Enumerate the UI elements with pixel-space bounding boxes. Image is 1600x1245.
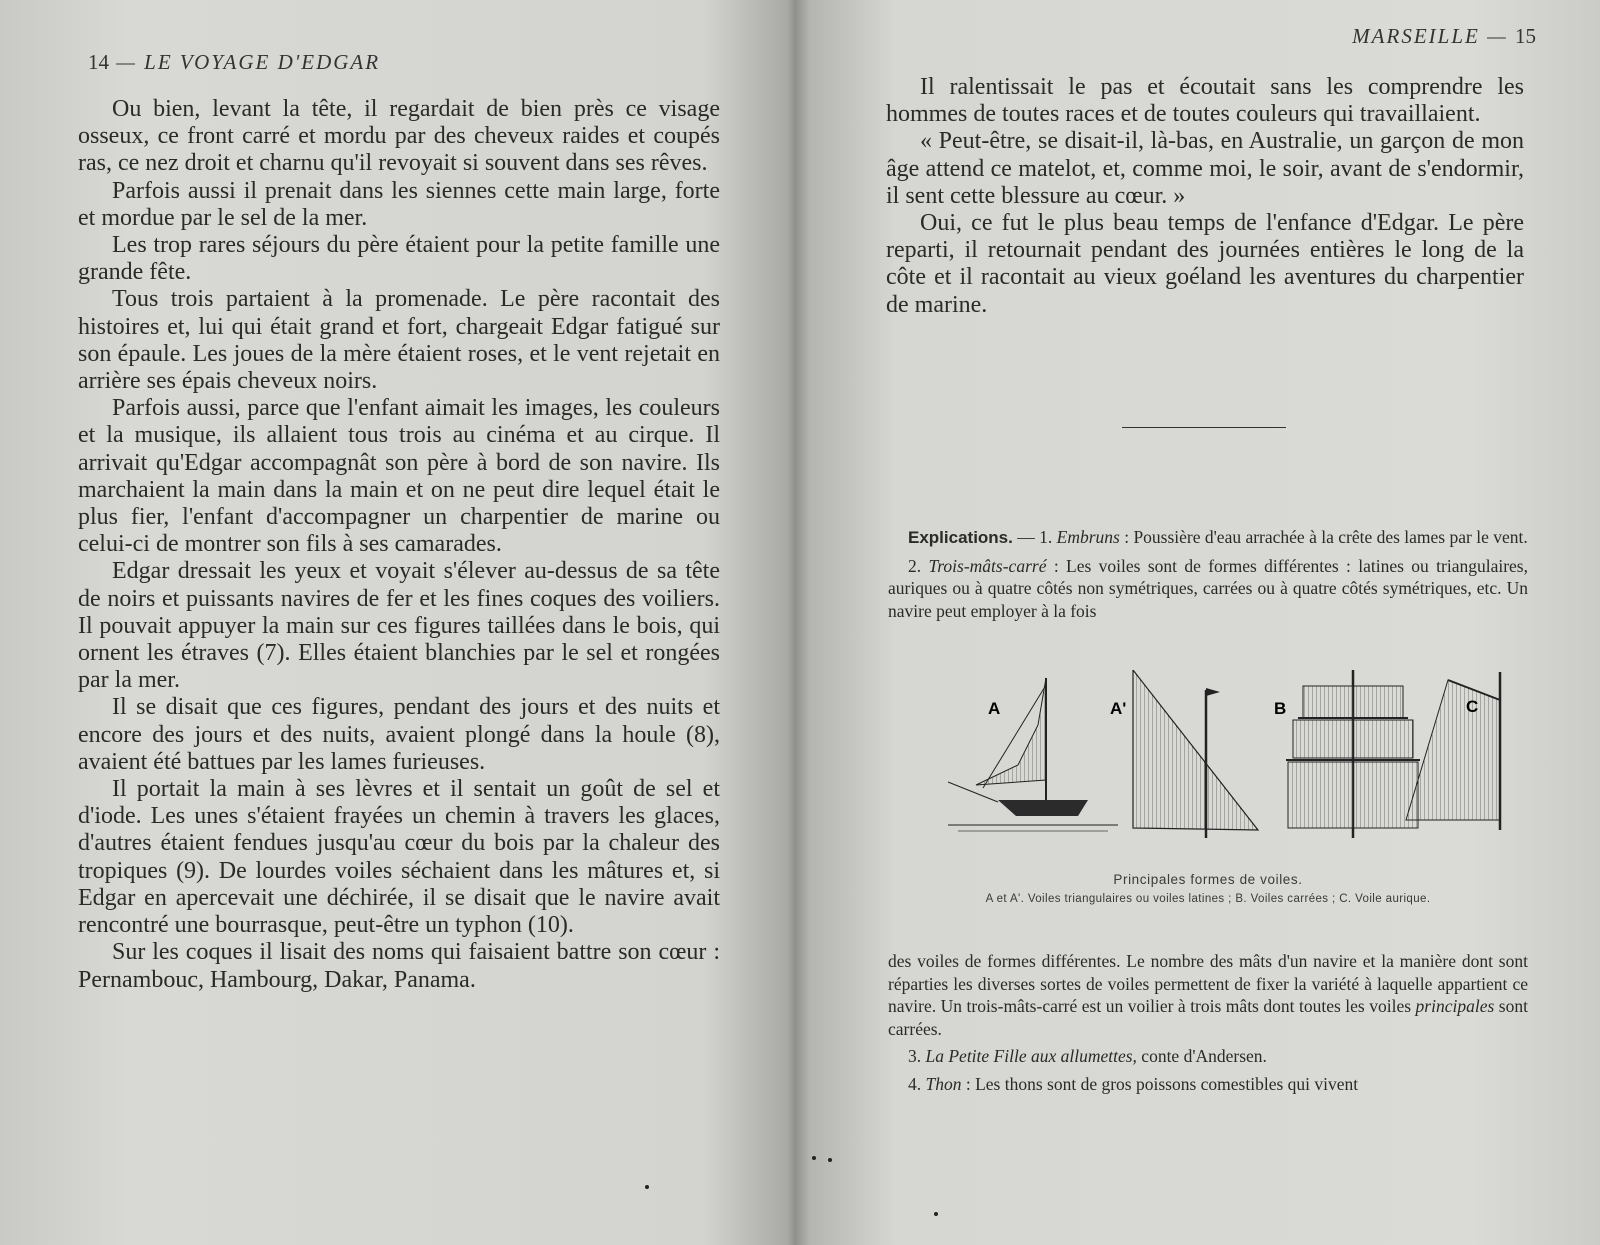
paragraph: Il portait la main à ses lèvres et il sentait un goût de sel et d'iode. Les unes s'étaient frayées un chemin à travers les glaces, d'autres étaient fendues jusqu'au cœur du bois par la chaleur des tropiques (9). De lourdes voiles séchaient dans les mâtures et, si Edgar en apercevait une déchirée, il se disait que le navire avait rencontré une bourrasque, peut-être un typhon (10). [78,776,720,939]
paragraph: Oui, ce fut le plus beau temps de l'enfance d'Edgar. Le père reparti, il retournait pendant des journées entières le long de la côte et il racontait au vieux goéland les aventures du charpentier de marine. [886,210,1524,318]
explications-top [888,526,1528,627]
explication-emphasis: principales [1415,996,1495,1016]
explications-bottom [888,950,1528,1100]
explication-term: La Petite Fille aux allumettes, [925,1046,1137,1066]
explication-definition: : Les thons sont de gros poissons comestibles qui vivent [961,1073,1359,1094]
explication-term: Embruns [1056,527,1120,547]
page-number: 14 [88,50,109,74]
sail-label-b: B [1274,699,1287,718]
explication-term: Trois-mâts-carré [928,555,1047,576]
figure-caption [888,872,1528,905]
caption-legend: A et A'. Voiles triangulaires ou voiles latines ; B. Voiles carrées ; C. Voile aurique. [985,893,1431,905]
explication-number: 4. [908,1073,926,1094]
explications-heading: Explications. [908,528,1013,547]
explication-term: Thon [925,1073,962,1094]
paragraph: Les trop rares séjours du père étaient pour la petite famille une grande fête. [78,232,720,286]
sail-b-drawing [1274,670,1420,838]
running-title: — LE VOYAGE D'EDGAR [116,50,381,74]
sail-label-a-prime: A' [1110,699,1127,718]
print-speck [934,1212,938,1216]
explication-text: des voiles de formes différentes. Le nombre des mâts d'un navire et la manière dont sont réparties les diverses sortes de voiles permettent de fixer la variété à laquelle appartient ce navire. Un trois-mâts-carré est un voilier à trois mâts dont toutes les voiles [888,951,1528,1016]
explication-2-continued [888,950,1528,1040]
explication-definition: conte d'Andersen. [1136,1046,1267,1066]
explication-1 [888,526,1528,550]
paragraph: Tous trois partaient à la promenade. Le père racontait des histoires et, lui qui était grand et fort, chargeait Edgar fatigué sur son épaule. Les joues de la mère étaient roses, et le vent rejetait en arrière ses épais cheveux noirs. [78,286,720,395]
paragraph: Parfois aussi il prenait dans les siennes cette main large, forte et mordue par le sel de la mer. [78,177,720,231]
sail-label-c: C [1466,697,1479,716]
paragraph: « Peut-être, se disait-il, là-bas, en Australie, un garçon de mon âge attend ce matelot, et, comme moi, le soir, avant de s'endormir, il sent cette blessure au cœur. » [886,128,1524,209]
section-divider [1122,427,1286,428]
explication-number: — 1. [1012,527,1057,547]
explication-definition: : Poussière d'eau arrachée à la crête des lames par le vent. [1119,527,1528,547]
right-page [806,0,1600,1245]
sail-illustration [888,670,1528,860]
left-running-header [88,50,380,75]
left-page [0,0,790,1245]
page-number: 15 [1515,24,1536,48]
paragraph: Parfois aussi, parce que l'enfant aimait les images, les couleurs et la musique, ils allaient tous trois au cinéma et au cirque. Il arrivait qu'Edgar accompagnât son père à bord de son navire. Ils marchaient la main dans la main et on ne peut dire lequel était le plus fier, l'enfant d'accompagner un charpentier de marine ou celui-ci de montrer son fils à ses camarades. [78,395,720,558]
paragraph: Il ralentissait le pas et écoutait sans les comprendre les hommes de toutes races et de toutes couleurs qui travaillaient. [886,74,1524,128]
paragraph: Edgar dressait les yeux et voyait s'élever au-dessus de sa tête de noirs et puissants navires de fer et les fines coques des voiliers. Il pouvait appuyer la main sur ces figures taillées dans le bois, qui ornent les étraves (7). Elles étaient blanchies par le sel et rongées par la mer. [78,558,720,694]
print-speck [828,1158,832,1162]
paragraph: Sur les coques il lisait des noms qui faisaient battre son cœur : Pernambouc, Hambourg, Dakar, Panama. [78,939,720,993]
sail-label-a: A [988,699,1001,718]
print-speck [812,1156,816,1160]
explication-number: 2. [908,555,929,576]
paragraph: Il se disait que ces figures, pendant des jours et des nuits et encore des jours et des nuits, avaient plongé dans la houle (8), avaient été battues par les lames furieuses. [78,694,720,775]
explication-3 [888,1045,1528,1068]
right-running-header [1316,24,1536,49]
print-speck [645,1185,649,1189]
explication-number: 3. [908,1046,926,1066]
running-title: MARSEILLE — [1352,24,1508,48]
explication-text: sont carrées. [888,996,1528,1039]
explication-4 [888,1073,1528,1096]
right-body-text [886,74,1524,319]
sail-c-drawing [1406,670,1528,838]
left-body-text [78,96,720,994]
sail-figure [888,670,1528,860]
explication-definition: : Les voiles sont de formes différentes : latines ou triangulaires, auriques ou à quatre côtés non symétriques, carrées ou à quatre côtés symétriques, etc. Un navire peut employer à la fois [888,555,1528,621]
sail-a-drawing [948,678,1118,831]
paragraph: Ou bien, levant la tête, il regardait de bien près ce visage osseux, ce front carré et mordu par des cheveux raides et coupés ras, ce nez droit et charnu qu'il revoyait si souvent dans ses rêves. [78,96,720,177]
explication-2 [888,555,1528,623]
caption-title: Principales formes de voiles. [1113,872,1303,887]
sail-a-prime-drawing [1110,670,1258,838]
